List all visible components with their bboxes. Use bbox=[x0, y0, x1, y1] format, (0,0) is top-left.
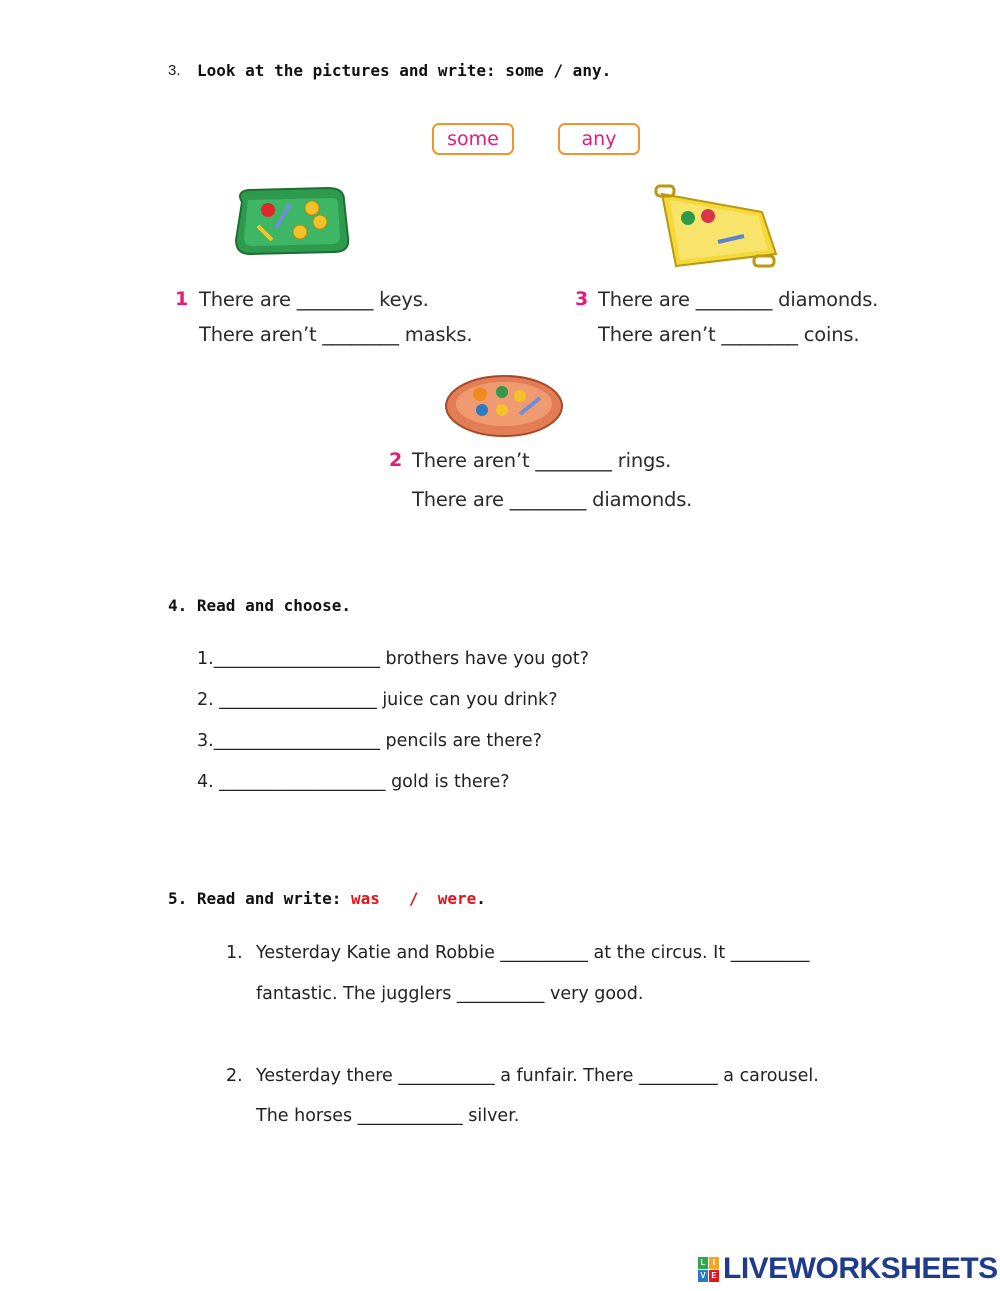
option-were: were bbox=[437, 889, 477, 908]
item-1-number: 1 bbox=[175, 288, 189, 310]
gold-coin-icon bbox=[496, 404, 508, 416]
exercise-4-item-2: 2. __________________ juice can you drink? bbox=[197, 690, 558, 710]
item-1-line-2: There aren’t ________ masks. bbox=[199, 323, 473, 346]
gold-coin-icon bbox=[293, 225, 307, 239]
gold-coin-icon bbox=[514, 390, 526, 402]
blue-gem-icon bbox=[476, 404, 488, 416]
gold-coin-icon bbox=[313, 215, 327, 229]
logo-tile: I bbox=[709, 1257, 719, 1269]
logo-text: LIVEWORKSHEETS bbox=[723, 1252, 998, 1285]
exercise-5-item-2-line-2: The horses ____________ silver. bbox=[256, 1106, 520, 1126]
item-2-line-1: There aren’t ________ rings. bbox=[412, 449, 672, 472]
exercise-5-item-1-line-2: fantastic. The jugglers __________ very good. bbox=[256, 984, 644, 1004]
exercise-5-title-suffix: . bbox=[476, 889, 486, 908]
item-2-number: 2 bbox=[389, 449, 403, 471]
item-1-line-1: There are ________ keys. bbox=[199, 288, 429, 311]
item-3-line-1: There are ________ diamonds. bbox=[598, 288, 879, 311]
exercise-4-title: 4. Read and choose. bbox=[168, 596, 352, 615]
exercise-5-item-2-number: 2. bbox=[226, 1066, 243, 1086]
logo-tile: L bbox=[698, 1257, 708, 1269]
logo-tiles-icon bbox=[698, 1257, 719, 1282]
red-gem-icon bbox=[701, 209, 715, 223]
word-box-some: some bbox=[432, 123, 514, 155]
option-was: was bbox=[351, 889, 380, 908]
logo-tile: E bbox=[709, 1270, 719, 1282]
green-gem-icon bbox=[496, 386, 508, 398]
exercise-5-item-1-line-1: Yesterday Katie and Robbie __________ at the circus. It _________ bbox=[256, 943, 810, 963]
exercise-5-item-2-line-1: Yesterday there ___________ a funfair. There _________ a carousel. bbox=[256, 1066, 819, 1086]
logo-tile: V bbox=[698, 1270, 708, 1282]
exercise-3-number: 3. bbox=[168, 62, 181, 79]
option-slash: / bbox=[408, 889, 419, 908]
item-2-line-2: There are ________ diamonds. bbox=[412, 488, 693, 511]
word-box-any: any bbox=[558, 123, 640, 155]
exercise-3-instruction: Look at the pictures and write: some / any. bbox=[197, 61, 612, 80]
exercise-5-title-prefix: 5. Read and write: bbox=[168, 889, 352, 908]
liveworksheets-logo bbox=[698, 1252, 998, 1286]
orange-tray-illustration bbox=[442, 370, 566, 440]
item-3-line-2: There aren’t ________ coins. bbox=[598, 323, 860, 346]
exercise-4-item-4: 4. ___________________ gold is there? bbox=[197, 772, 510, 792]
green-tray-illustration bbox=[228, 182, 354, 260]
gold-coin-icon bbox=[305, 201, 319, 215]
item-3-number: 3 bbox=[575, 288, 589, 310]
exercise-4-item-1: 1.___________________ brothers have you got? bbox=[197, 649, 589, 669]
yellow-tray-illustration bbox=[642, 184, 784, 274]
orange-gem-icon bbox=[473, 387, 487, 401]
exercise-5-title bbox=[168, 889, 486, 908]
exercise-4-item-3: 3.___________________ pencils are there? bbox=[197, 731, 542, 751]
red-gem-icon bbox=[261, 203, 275, 217]
green-gem-icon bbox=[681, 211, 695, 225]
exercise-5-item-1-number: 1. bbox=[226, 943, 243, 963]
